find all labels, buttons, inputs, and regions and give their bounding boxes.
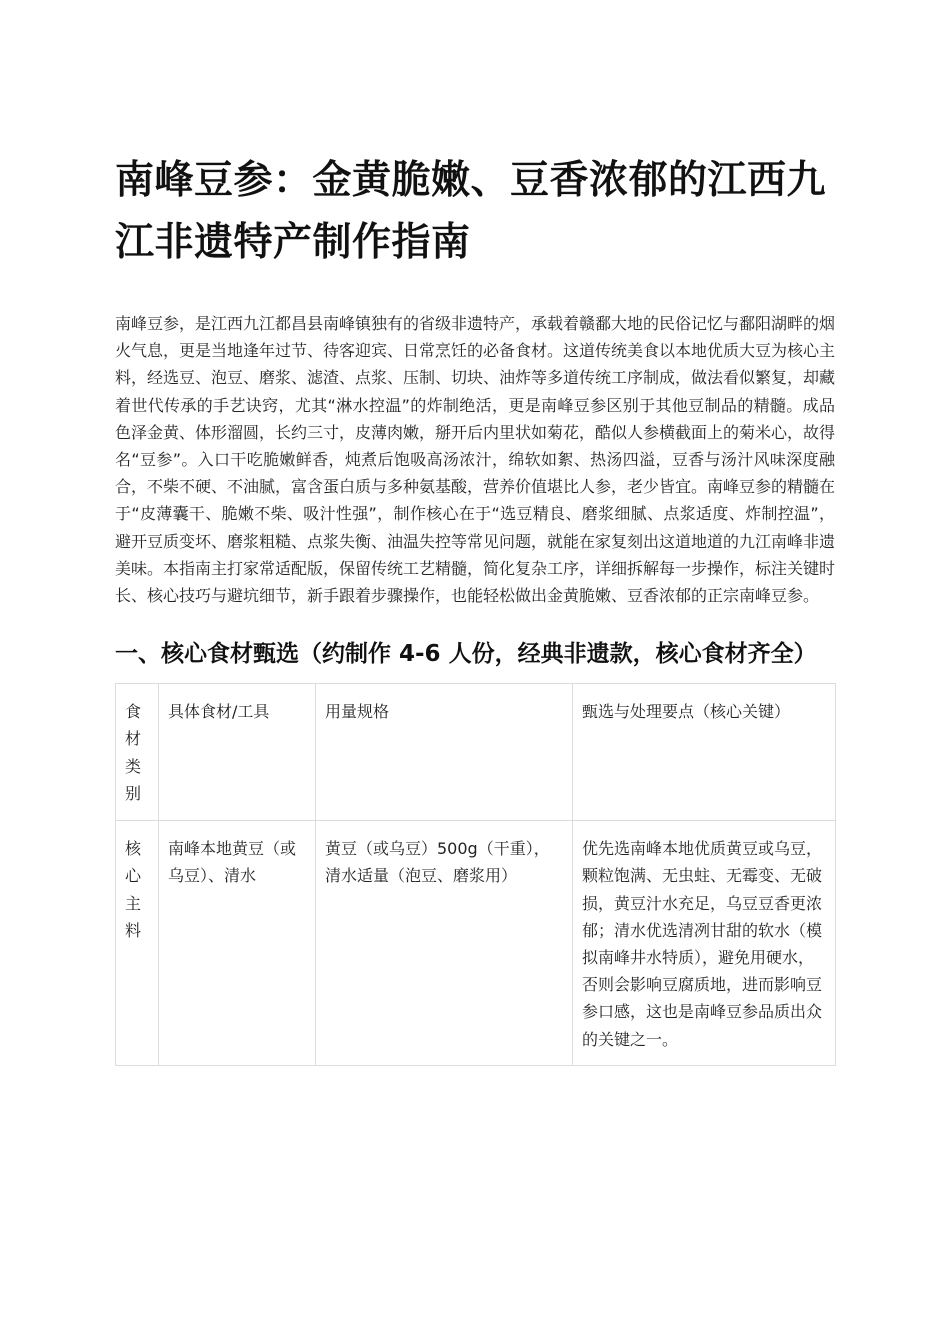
table-cell-item: 南峰本地黄豆（或乌豆）、清水 bbox=[159, 821, 316, 1066]
table-cell-category: 核心主料 bbox=[116, 821, 159, 1066]
ingredients-table bbox=[115, 683, 836, 1066]
table-header-cell: 甄选与处理要点（核心关键） bbox=[573, 684, 836, 821]
table-header-cell: 食材类别 bbox=[116, 684, 159, 821]
table-header-row bbox=[116, 684, 836, 821]
table-header-cell: 具体食材/工具 bbox=[159, 684, 316, 821]
page-title: 南峰豆参：金黄脆嫩、豆香浓郁的江西九江非遗特产制作指南 bbox=[115, 158, 827, 265]
table-header-cell: 用量规格 bbox=[316, 684, 573, 821]
table-row bbox=[116, 821, 836, 1066]
table-cell-notes: 优先选南峰本地优质黄豆或乌豆，颗粒饱满、无虫蛀、无霉变、无破损，黄豆汁水充足，乌豆豆香更浓郁；清水优选清冽甘甜的软水（模拟南峰井水特质），避免用硬水，否则会影响豆腐质地，进而影响豆参口感，这也是南峰豆参品质出众的关键之一。 bbox=[573, 821, 836, 1066]
intro-paragraph: 南峰豆参，是江西九江都昌县南峰镇独有的省级非遗特产，承载着赣鄱大地的民俗记忆与鄱阳湖畔的烟火气息，更是当地逢年过节、待客迎宾、日常烹饪的必备食材。这道传统美食以本地优质大豆为核心主料，经选豆、泡豆、磨浆、滤渣、点浆、压制、切块、油炸等多道传统工序制成，做法看似繁复，却藏着世代传承的手艺诀窍，尤其“淋水控温”的炸制绝活，更是南峰豆参区别于其他豆制品的精髓。成品色泽金黄、体形溜圆，长约三寸，皮薄肉嫩，掰开后内里状如菊花，酷似人参横截面上的菊米心，故得名“豆参”。入口干吃脆嫩鲜香，炖煮后饱吸高汤浓汁，绵软如絮、热汤四溢，豆香与汤汁风味深度融合，不柴不硬、不油腻，富含蛋白质与多种氨基酸，营养价值堪比人参，老少皆宜。南峰豆参的精髓在于“皮薄囊干、脆嫩不柴、吸汁性强”，制作核心在于“选豆精良、磨浆细腻、点浆适度、炸制控温”，避开豆质变坏、磨浆粗糙、点浆失衡、油温失控等常见问题，就能在家复刻出这道地道的九江南峰非遗美味。本指南主打家常适配版，保留传统工艺精髓，简化复杂工序，详细拆解每一步操作，标注关键时长、核心技巧与避坑细节，新手跟着步骤操作，也能轻松做出金黄脆嫩、豆香浓郁的正宗南峰豆参。 bbox=[115, 314, 836, 606]
document-page bbox=[115, 150, 835, 1066]
table-cell-amount: 黄豆（或乌豆）500g（干重），清水适量（泡豆、磨浆用） bbox=[316, 821, 573, 1066]
section-heading: 一、核心食材甄选（约制作 4-6 人份，经典非遗款，核心食材齐全） bbox=[115, 641, 817, 668]
